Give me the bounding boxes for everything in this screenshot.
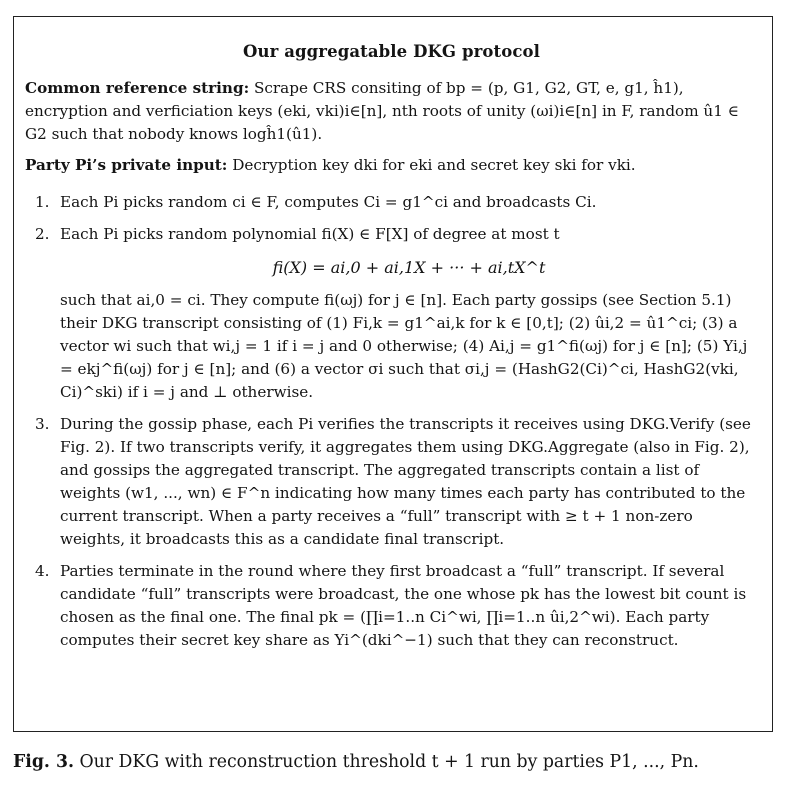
private-input-paragraph <box>25 154 758 177</box>
crs-label: Common reference string: <box>25 79 250 97</box>
crs-paragraph <box>25 77 758 146</box>
step-text: Each Pi picks random polynomial fi(X) ∈ F[X] of degree at most t <box>60 225 560 243</box>
polynomial-formula: fi(X) = ai,0 + ai,1X + ··· + ai,tX^t <box>272 258 546 277</box>
step-number: 1. <box>35 193 50 211</box>
private-input-text: Decryption key dki for eki and secret key ski for vki. <box>232 156 636 174</box>
step-number: 3. <box>35 415 50 433</box>
crs-text: Scrape CRS consiting of bp = (p, G1, G2, GT, e, g1, ĥ1), encryption and verficiation keys (eki, vki)i∈[n], nth roots of unity (ωi)i∈[n] in F, random û1 ∈ G2 such that nobody knows logĥ1(û1). <box>25 79 739 143</box>
step-2-continuation: such that ai,0 = ci. They compute fi(ωj) for j ∈ [n]. Each party gossips (see Section 5.1) their DKG transcript consisting of (1) Fi,k = g1^ai,k for k ∈ [0,t]; (2) ûi,2 = û1^ci; (3) a vector wi such that wi,j = 1 if i = j and 0 otherwise; (4) Ai,j = g1^fi(ωj) for j ∈ [n]; (5) Yi,j = ekj^fi(ωj) for j ∈ [n]; and (6) a vector σi such that σi,j = (HashG2(Ci)^ci, HashG2(vki, Ci)^ski) if i = j and ⊥ otherwise. <box>60 291 748 401</box>
protocol-box <box>13 16 773 732</box>
step-text: During the gossip phase, each Pi verifies the transcripts it receives using DKG.Verify (see Fig. 2). If two transcripts verify, it aggregates them using DKG.Aggregate (also in Fig. 2), and gossips the aggregated transcript. The aggregated transcripts contain a list of weights (w1, ..., wn) ∈ F^n indicating how many times each party has contributed to the current transcript. When a party receives a “full” transcript with ≥ t + 1 non-zero weights, it broadcasts this as a candidate final transcript. <box>60 415 751 548</box>
protocol-title: Our aggregatable DKG protocol <box>243 42 540 61</box>
caption-label: Fig. 3. <box>13 752 74 772</box>
step-text: Each Pi picks random ci ∈ F, computes Ci = g1^ci and broadcasts Ci. <box>60 193 597 211</box>
protocol-steps <box>25 191 758 652</box>
step-1 <box>25 191 758 214</box>
step-text: Parties terminate in the round where they first broadcast a “full” transcript. If several candidate “full” transcripts were broadcast, the one whose pk has the lowest bit count is chosen as the final one. The final pk = (∏i=1..n Ci^wi, ∏i=1..n ûi,2^wi). Each party computes their secret key share as Yi^(dki^−1) such that they can reconstruct. <box>60 562 747 649</box>
step-3 <box>25 413 758 551</box>
step-2 <box>25 223 758 404</box>
figure-caption <box>13 750 773 774</box>
step-number: 4. <box>35 562 50 580</box>
step-number: 2. <box>35 225 50 243</box>
caption-text: Our DKG with reconstruction threshold t + 1 run by parties P1, ..., Pn. <box>79 752 699 772</box>
step-4 <box>25 560 758 652</box>
private-input-label: Party Pi’s private input: <box>25 156 228 174</box>
